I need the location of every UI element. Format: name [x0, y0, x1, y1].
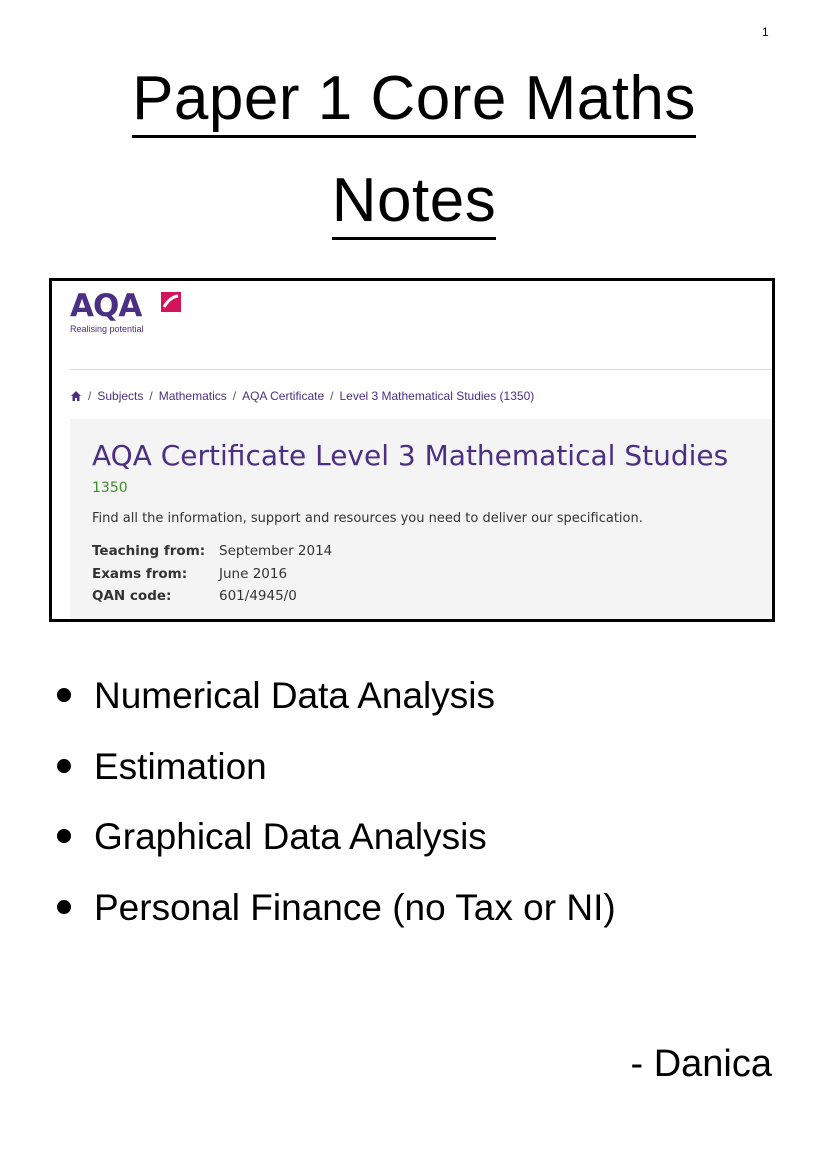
detail-value: June 2016: [219, 566, 288, 582]
title-text-1: Paper 1 Core Maths: [132, 64, 696, 138]
list-item: [55, 670, 616, 741]
detail-label: Teaching from:: [92, 543, 206, 559]
detail-row-qan: [92, 588, 297, 604]
aqa-logo-tagline: Realising potential: [70, 324, 144, 334]
title-line-2: [0, 166, 828, 235]
embedded-aqa-screenshot: [49, 278, 775, 622]
qualification-heading: AQA Certificate Level 3 Mathematical Studies: [92, 439, 729, 472]
bullet-icon: [57, 759, 71, 773]
detail-value: September 2014: [219, 543, 333, 559]
breadcrumb-separator: /: [232, 389, 237, 403]
list-item: [55, 741, 616, 812]
page-number: 1: [762, 25, 769, 39]
detail-row-teaching: [92, 543, 332, 559]
topic-text: Estimation: [94, 745, 267, 787]
topic-text: Numerical Data Analysis: [94, 675, 495, 716]
list-item: [55, 811, 616, 882]
breadcrumb-separator: /: [149, 389, 153, 403]
bullet-icon: [57, 900, 71, 914]
header-divider: [70, 369, 772, 370]
detail-row-exams: [92, 566, 287, 582]
aqa-logo-text: AQA: [70, 288, 142, 324]
breadcrumb-separator: /: [330, 389, 334, 403]
aqa-logo: [70, 288, 144, 334]
topic-list: [55, 670, 616, 952]
breadcrumb-mathematics: Mathematics: [158, 389, 227, 403]
title-text-2: Notes: [332, 166, 496, 240]
breadcrumb-level-3: Level 3 Mathematical Studies (1350): [339, 389, 535, 403]
home-icon: [70, 390, 82, 402]
detail-label: Exams from:: [92, 566, 188, 582]
breadcrumb: [70, 389, 534, 403]
topic-text: Personal Finance (no Tax or NI): [94, 886, 616, 928]
qualification-code: 1350: [92, 480, 128, 496]
breadcrumb-separator: /: [88, 389, 92, 403]
qualification-panel: [70, 419, 772, 619]
topic-text: Graphical Data Analysis: [94, 816, 487, 857]
author-signature: - Danica: [630, 1043, 772, 1085]
bullet-icon: [57, 829, 71, 843]
detail-value: 601/4945/0: [219, 588, 297, 604]
aqa-logo-mark-icon: [160, 291, 182, 313]
bullet-icon: [57, 688, 71, 702]
qualification-description: Find all the information, support and resources you need to deliver our specification.: [92, 511, 643, 526]
title-line-1: [0, 64, 828, 133]
list-item: [55, 882, 616, 953]
breadcrumb-aqa-certificate: AQA Certificate: [242, 389, 325, 403]
detail-label: QAN code:: [92, 588, 172, 604]
breadcrumb-subjects: Subjects: [97, 389, 144, 403]
